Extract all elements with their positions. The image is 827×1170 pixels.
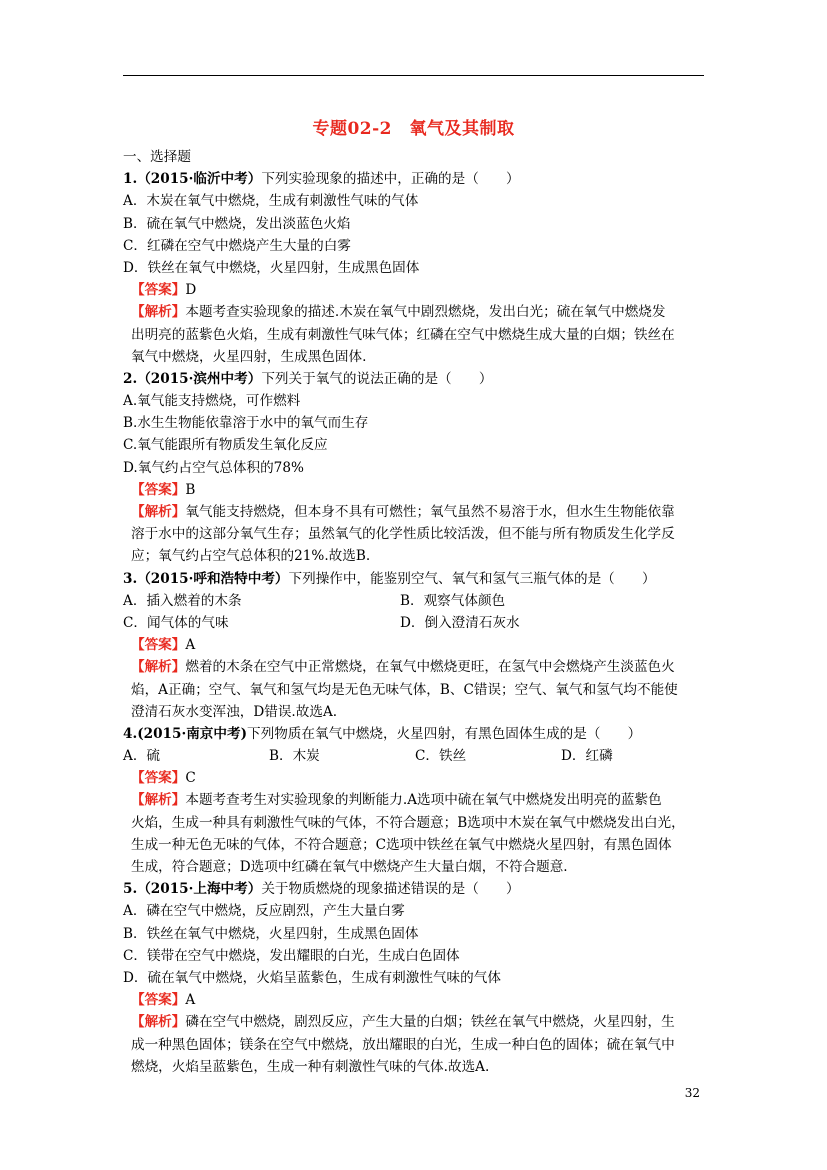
answer-label: 【答案】 [131,992,186,1009]
question-stem: 下列实验现象的描述中，正确的是（ ） [261,171,520,188]
question-stem: 下列关于氧气的说法正确的是（ ） [261,370,493,387]
explanation-label: 【解析】 [131,304,186,321]
question-number: 5. [123,881,138,898]
explanation [123,301,708,368]
answer-label: 【答案】 [131,637,186,654]
option: C．镁带在空气中燃烧，发出耀眼的白光，生成白色固体 [123,947,460,964]
question-2 [123,368,708,568]
answer-label: 【答案】 [131,770,186,787]
option: C．红磷在空气中燃烧产生大量的白雾 [123,237,351,254]
option: B．铁丝在氧气中燃烧，火星四射，生成黑色固体 [123,925,419,942]
question-1 [123,168,708,368]
question-stem: 关于物质燃烧的现象描述错误的是（ ） [261,881,520,898]
question-source: （2015·上海中考） [137,881,262,898]
option: C．闻气体的气味 [123,614,229,631]
text-line: 燃烧，火焰呈蓝紫色，生成一种有刺激性气味的气体.故选A. [131,1058,490,1075]
option: D．倒入澄清石灰水 [400,614,520,631]
option: A.氧气能支持燃烧，可作燃料 [123,393,301,410]
option: C．铁丝 [415,748,467,765]
option: D．红磷 [561,748,613,765]
option: A．磷在空气中燃烧，反应剧烈，产生大量白雾 [123,903,405,920]
text-line: 焰，A正确；空气、氧气和氢气均是无色无味气体，B、C错误；空气、氧气和氢气均不能使 [131,681,678,698]
question-source: （2015·呼和浩特中考） [137,570,289,587]
text-line: 氧气能支持燃烧，但本身不具有可燃性；氧气虽然不易溶于水，但水生生物能依靠 [185,504,675,520]
text-line: 出明亮的蓝紫色火焰，生成有刺激性气味气体；红磷在空气中燃烧生成大量的白烟；铁丝在 [131,326,675,343]
question-source: （2015·临沂中考） [137,171,262,188]
option: C.氧气能跟所有物质发生氧化反应 [123,437,328,454]
explanation-label: 【解析】 [131,659,186,676]
question-3 [123,568,708,723]
option: B．硫在氧气中燃烧，发出淡蓝色火焰 [123,215,351,232]
text-line: 本题考查考生对实验现象的判断能力.A选项中硫在氧气中燃烧发出明亮的蓝紫色 [185,792,662,809]
text-line: 应；氧气约占空气总体积的21%.故选B. [131,548,371,565]
answer-value: D [185,282,197,299]
question-5 [123,878,708,1078]
explanation [123,1011,708,1078]
option: B．木炭 [269,748,320,765]
text-line: 成一种黑色固体；镁条在空气中燃烧，放出耀眼的白光，生成一种白色的固体；硫在氧气中 [131,1036,675,1053]
text-line: 燃着的木条在空气中正常燃烧，在氧气中燃烧更旺，在氢气中会燃烧产生淡蓝色火 [185,659,675,676]
question-number: 2. [123,370,138,387]
answer-value: B [185,481,196,498]
question-4 [123,723,708,878]
answer-value: A [185,637,196,654]
text-line: 溶于水中的这部分氧气生存；虽然氧气的化学性质比较活泼，但不能与所有物质发生化学反 [131,526,675,543]
question-number: 3. [123,570,138,587]
document-body [123,146,708,1078]
text-line: 氧气中燃烧，火星四射，生成黑色固体. [131,348,367,365]
explanation-label: 【解析】 [131,1014,186,1031]
text-line: 火焰，生成一种具有刺激性气味的气体，不符合题意；B选项中木炭在氧气中燃烧发出白光， [131,814,685,831]
text-line: 澄清石灰水变浑浊，D错误.故选A. [131,703,338,720]
answer-value: A [185,992,196,1009]
question-stem: 下列物质在氧气中燃烧，火星四射，有黑色固体生成的是（ ） [247,725,642,742]
option: A．木炭在氧气中燃烧，生成有刺激性气味的气体 [123,193,419,210]
explanation [123,656,708,723]
text-line: 生成，符合题意；D选项中红磷在氧气中燃烧产生大量白烟，不符合题意. [131,859,568,875]
question-number: 4. [123,725,138,742]
answer-value: C [185,770,196,787]
question-source: （2015·滨州中考） [137,370,262,387]
option: B.水生生物能依靠溶于水中的氧气而生存 [123,415,369,432]
option: D.氧气约占空气总体积的78% [123,459,304,476]
question-source: (2015·南京中考) [137,725,248,742]
option: A．插入燃着的木条 [123,592,242,609]
question-stem: 下列操作中，能鉴别空气、氧气和氢气三瓶气体的是（ ） [288,570,656,587]
explanation-label: 【解析】 [131,792,186,809]
explanation-label: 【解析】 [131,504,186,520]
explanation [123,789,708,878]
section-heading: 一、选择题 [123,149,191,165]
page-number: 32 [684,1086,700,1100]
option: B．观察气体颜色 [400,592,506,609]
answer-label: 【答案】 [131,282,186,299]
text-line: 生成一种无色无味的气体，不符合题意；C选项中铁丝在氧气中燃烧火星四射，有黑色固体 [131,836,672,853]
header-rule [123,75,704,76]
text-line: 本题考查实验现象的描述.木炭在氧气中剧烈燃烧，发出白光；硫在氧气中燃烧发 [185,304,666,321]
page-title: 专题02-2 氧气及其制取 [312,119,515,139]
question-number: 1. [123,171,138,188]
option: D．硫在氧气中燃烧，火焰呈蓝紫色，生成有刺激性气味的气体 [123,969,501,986]
option: A．硫 [123,748,161,765]
text-line: 磷在空气中燃烧，剧烈反应，产生大量的白烟；铁丝在氧气中燃烧，火星四射，生 [185,1014,675,1031]
explanation [123,501,708,568]
option: D．铁丝在氧气中燃烧，火星四射，生成黑色固体 [123,259,420,276]
answer-label: 【答案】 [131,481,186,498]
